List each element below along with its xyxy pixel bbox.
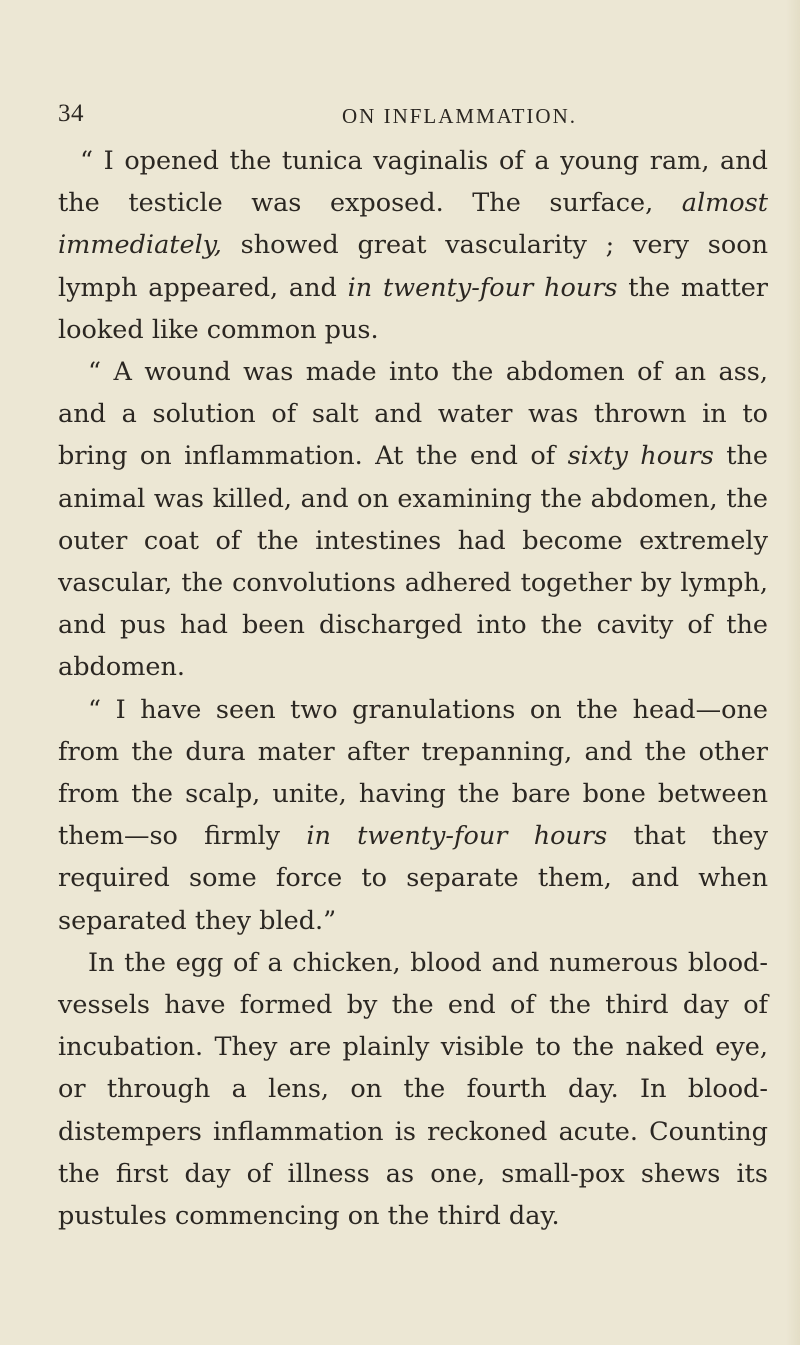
text-run: “ I have seen two granulations on the head—one from the dura mater after trepanning, and the other from the scalp, unite, having the bare bone between them—so firmly <box>58 694 768 852</box>
text-run: showed great vascularity ; very soon lymph appeared, and <box>58 230 768 303</box>
paragraph-granulations <box>58 689 768 942</box>
italic-emphasis: in twenty-four hours <box>306 821 608 852</box>
page-edge-shadow <box>786 0 800 1345</box>
paragraph-ram-experiment <box>58 140 768 351</box>
page-header <box>58 100 760 130</box>
paragraph-ass-experiment <box>58 351 768 689</box>
text-run: the animal was killed, and on examining the abdomen, the outer coat of the intestines had become extremely vascular, the convolutions adhered together by lymph, and pus had been discharged into the cavity of the abdomen. <box>58 441 768 683</box>
running-title: ON INFLAMMATION. <box>342 104 577 128</box>
paragraph-chicken-egg <box>58 942 768 1237</box>
italic-emphasis: almost immediately, <box>58 188 768 261</box>
italic-emphasis: in twenty-four hours <box>347 272 618 303</box>
text-run: In the egg of a chicken, blood and numerous blood-vessels have formed by the end of the third day of incubation. They are plainly visible to the naked eye, or through a lens, on the fourth day. In blood-distempers inflammation is reckoned acute. Counting the first day of illness as one, small-pox shews its pustules commencing on the third day. <box>58 947 768 1232</box>
page-number: 34 <box>58 100 84 127</box>
text-run: that they required some force to separate them, and when separated they bled.” <box>58 821 768 936</box>
text-run: “ A wound was made into the abdomen of an ass, and a solution of salt and water was thrown in to bring on inflammation. At the end of <box>58 357 768 472</box>
body-text <box>58 140 768 1237</box>
text-run: “ I opened the tunica vaginalis of a young ram, and the testicle was exposed. The surface, <box>58 146 768 219</box>
italic-emphasis: sixty hours <box>567 441 714 472</box>
text-run: the matter looked like common pus. <box>58 272 768 345</box>
